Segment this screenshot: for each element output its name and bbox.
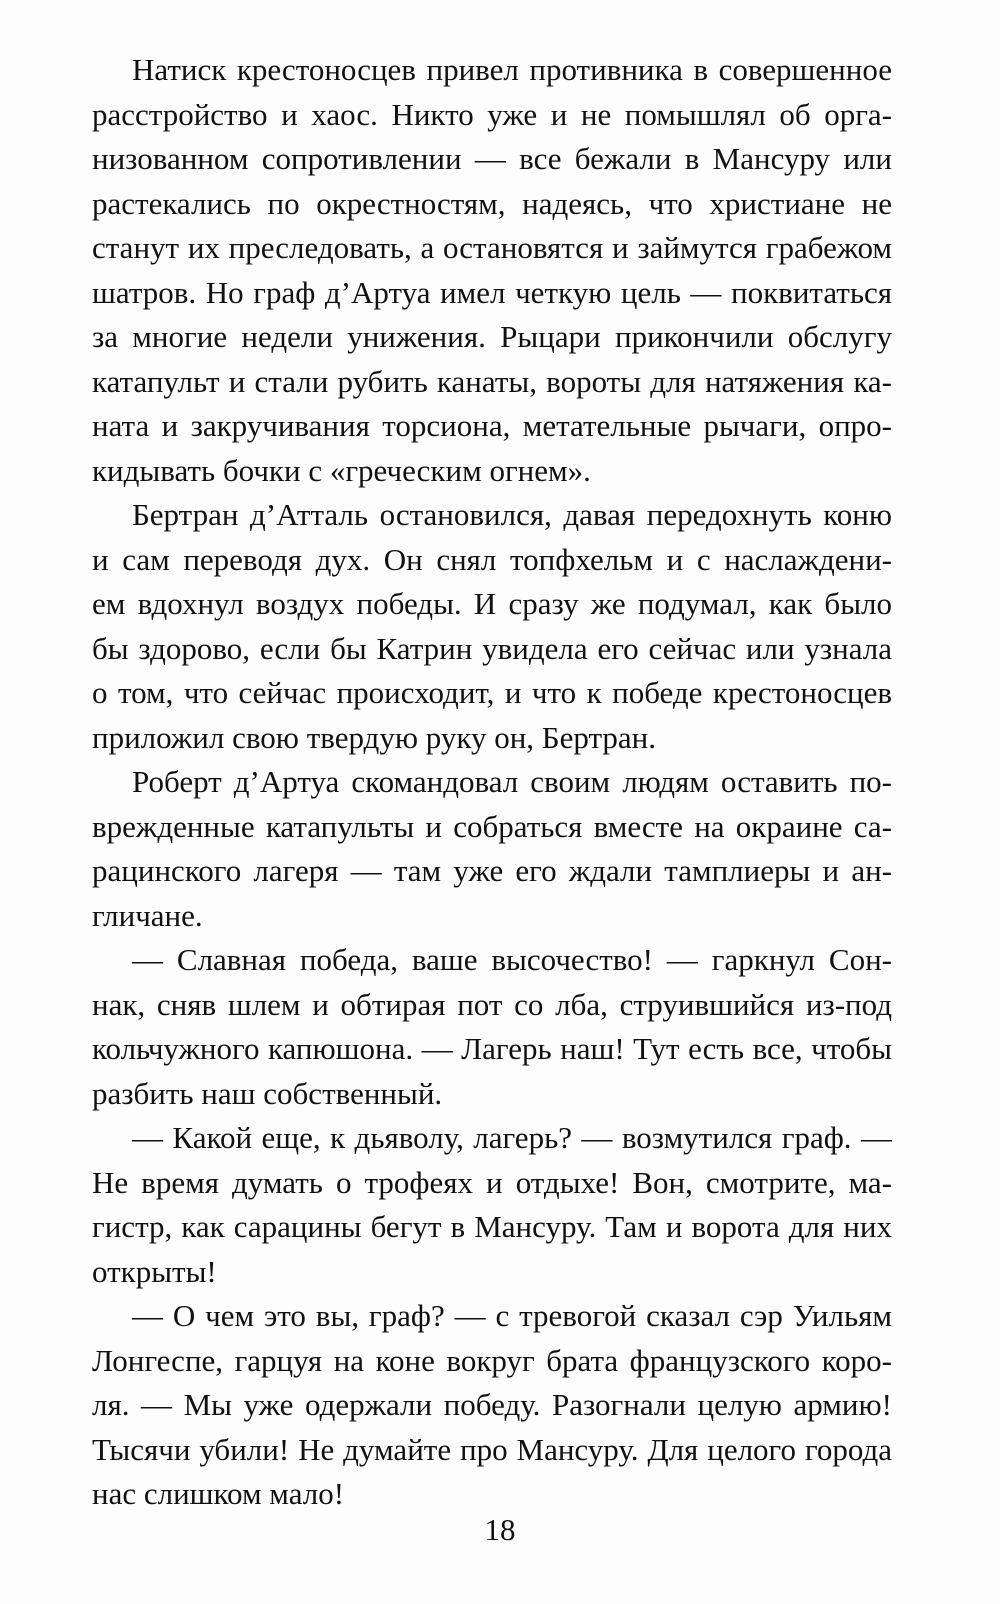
text-line: Бертран д’Атталь остановился, давая передохнуть коню <box>132 497 892 532</box>
text-line: Тысячи убили! Не думайте про Мансуру. Для целого города <box>92 1431 892 1467</box>
text-line: разбить наш собственный. <box>92 1075 443 1111</box>
text-line: гличане. <box>92 897 203 933</box>
text-line: — О чем это вы, граф? — с тревогой сказал сэр Уильям <box>132 1298 892 1333</box>
text-line: ля. — Мы уже одержали победу. Разогнали целую армию! <box>92 1387 892 1422</box>
text-line: станут их преследовать, а остановятся и займутся грабежом <box>92 230 892 265</box>
text-line: Роберт д’Артуа скомандовал своим людям оставить по- <box>132 764 892 799</box>
text-line: катапульт и стали рубить канаты, вороты для натяжения ка- <box>92 363 892 399</box>
text-line: нас слишком мало! <box>92 1476 345 1511</box>
text-line: врежденные катапульты и собраться вместе на окраине са- <box>92 808 892 844</box>
text-line: ем вдохнул воздух победы. И сразу же подумал, как было <box>92 586 892 621</box>
text-line: Лонгеспе, гарцуя на коне вокруг брата французского коро- <box>92 1342 892 1378</box>
text-line: и сам переводя дух. Он снял топфхельм и с наслаждени- <box>92 541 892 577</box>
text-line: — Славная победа, ваше высочество! — гаркнул Сон- <box>132 942 892 977</box>
text-line: растекались по окрестностям, надеясь, что христиане не <box>92 185 892 221</box>
text-line: за многие недели унижения. Рыцари прикончили обслугу <box>92 319 892 354</box>
text-line: ната и закручивания торсиона, метательные рычаги, опро- <box>92 408 892 443</box>
text-line: шатров. Но граф д’Артуа имел четкую цель — поквитаться <box>92 274 892 310</box>
text-line: кидывать бочки с «греческим огнем». <box>92 452 591 488</box>
text-line: гистр, как сарацины бегут в Мансуру. Там и ворота для них <box>92 1209 892 1244</box>
text-line: Не время думать о трофеях и отдыхе! Вон, смотрите, ма- <box>92 1164 892 1200</box>
text-line: расстройство и хаос. Никто уже и не помышлял об орга- <box>92 96 892 132</box>
page-number: 18 <box>484 1512 516 1547</box>
text-line: низованном сопротивлении — все бежали в Мансуру или <box>92 141 892 176</box>
text-line: бы здорово, если бы Катрин увидела его сейчас или узнала <box>92 630 892 666</box>
text-line: приложил свою твердую руку он, Бертран. <box>92 719 656 755</box>
body-text <box>92 48 892 1517</box>
text-line: открыты! <box>92 1253 217 1289</box>
text-line: о том, что сейчас происходит, и что к победе крестоносцев <box>92 675 892 710</box>
text-line: рацинского лагеря — там уже его ждали тамплиеры и ан- <box>92 853 892 888</box>
text-line: нак, сняв шлем и обтирая пот со лба, струившийся из-под <box>92 986 892 1022</box>
text-line: Натиск крестоносцев привел противника в совершенное <box>132 52 892 87</box>
text-line: кольчужного капюшона. — Лагерь наш! Тут есть все, чтобы <box>92 1031 892 1066</box>
text-line: — Какой еще, к дьяволу, лагерь? — возмутился граф. — <box>132 1120 892 1155</box>
